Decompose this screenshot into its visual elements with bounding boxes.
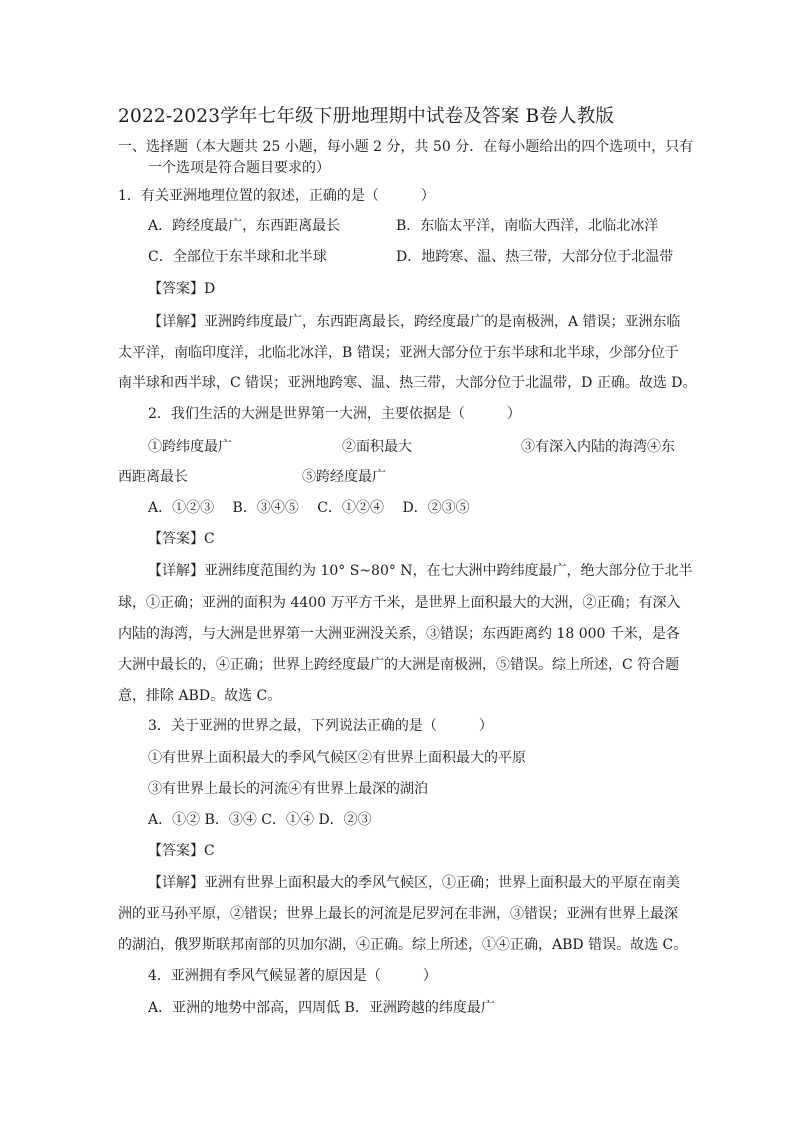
question-2-answer: 【答案】C xyxy=(148,531,215,547)
question-4-options-a-b: A．亚洲的地势中部高，四周低 B．亚洲跨越的纬度最广 xyxy=(148,1000,495,1016)
question-3-options: A．①② B．③④ C．①④ D．②③ xyxy=(148,812,372,828)
question-4-stem: 4．亚洲拥有季风气候显著的原因是（ ） xyxy=(148,968,437,984)
question-1-explanation-line-3: 南半球和西半球，C 错误；亚洲地跨寒、温、热三带，大部分位于北温带，D 正确。故选 D。 xyxy=(118,375,697,391)
question-1-option-d: D．地跨寒、温、热三带，大部分位于北温带 xyxy=(396,249,674,265)
section-heading-line-1: 一、选择题（本大题共 25 小题，每小题 2 分，共 50 分．在每小题给出的四个选项中，只有 xyxy=(118,139,694,155)
question-2-item-2: ②面积最大 xyxy=(342,439,412,455)
question-2-item-5: ⑤跨经度最广 xyxy=(302,469,386,485)
question-2-item-1: ①跨纬度最广 xyxy=(148,439,232,455)
question-3-stem: 3．关于亚洲的世界之最，下列说法正确的是（ ） xyxy=(148,718,493,734)
question-3-answer: 【答案】C xyxy=(148,843,215,859)
question-3-explanation-line-2: 洲的亚马孙平原，②错误；世界上最长的河流是尼罗河在非洲，③错误；亚洲有世界上最深 xyxy=(118,906,678,922)
question-3-items-line-1: ①有世界上面积最大的季风气候区②有世界上面积最大的平原 xyxy=(148,750,526,766)
question-2-explanation-line-5: 意，排除 ABD。故选 C。 xyxy=(118,688,282,704)
section-heading-line-2: 一个选项是符合题目要求的） xyxy=(148,160,330,176)
question-1-stem: 1．有关亚洲地理位置的叙述，正确的是（ ） xyxy=(118,188,435,204)
question-3-items-line-2: ③有世界上最长的河流④有世界上最深的湖泊 xyxy=(148,781,428,797)
question-1-explanation-line-1: 【详解】亚洲跨纬度最广，东西距离最长，跨经度最广的是南极洲，A 错误；亚洲东临 xyxy=(148,314,681,330)
question-2-item-3-4: ③有深入内陆的海湾④东 xyxy=(521,439,675,455)
question-2-explanation-line-2: 球，①正确；亚洲的面积为 4400 万平方千米，是世界上面积最大的大洲，②正确；有深入 xyxy=(118,595,681,611)
question-1-explanation-line-2: 太平洋，南临印度洋，北临北冰洋，B 错误；亚洲大部分位于东半球和北半球，少部分位于 xyxy=(118,345,679,361)
question-2-explanation-line-4: 大洲中最长的，④正确；世界上跨经度最广的大洲是南极洲，⑤错误。综上所述，C 符合题 xyxy=(118,657,680,673)
document-title: 2022-2023学年七年级下册地理期中试卷及答案 B卷人教版 xyxy=(118,106,615,127)
question-2-explanation-line-3: 内陆的海湾，与大洲是世界第一大洲亚洲没关系，③错误；东西距离约 18 000 千米，是各 xyxy=(118,626,680,642)
question-1-option-c: C．全部位于东半球和北半球 xyxy=(148,249,327,265)
question-1-answer: 【答案】D xyxy=(148,281,216,297)
question-2-explanation-line-1: 【详解】亚洲纬度范围约为 10° S~80° N，在七大洲中跨纬度最广，绝大部分位于北半 xyxy=(148,563,693,579)
question-2-item-4-continued: 西距离最长 xyxy=(118,469,188,485)
question-1-option-b: B．东临太平洋，南临大西洋，北临北冰洋 xyxy=(396,218,659,234)
question-1-option-a: A．跨经度最广，东西距离最长 xyxy=(148,218,341,234)
question-2-stem: 2．我们生活的大洲是世界第一大洲，主要依据是（ ） xyxy=(148,406,521,422)
question-2-options: A．①②③ B．③④⑤ C．①②④ D．②③⑤ xyxy=(148,500,470,516)
question-3-explanation-line-1: 【详解】亚洲有世界上面积最大的季风气候区，①正确；世界上面积最大的平原在南美 xyxy=(148,875,680,891)
question-3-explanation-line-3: 的湖泊，俄罗斯联邦南部的贝加尔湖，④正确。综上所述，①④正确，ABD 错误。故选 C。 xyxy=(118,937,688,953)
